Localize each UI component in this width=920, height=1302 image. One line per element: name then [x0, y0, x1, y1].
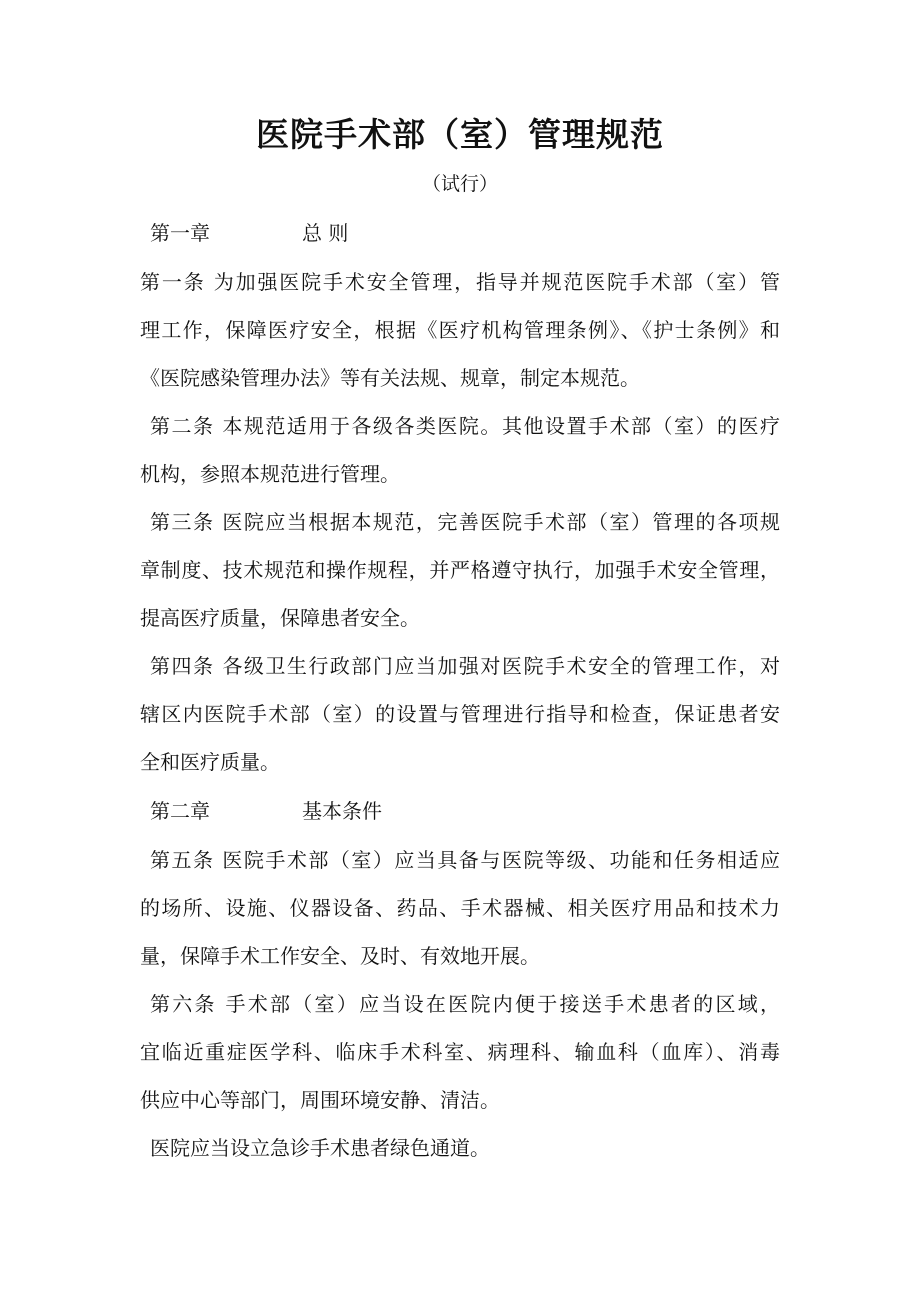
article-4: [140, 642, 780, 786]
article-line: 第三条 医院应当根据本规范，完善医院手术部（室）管理的各项规: [150, 510, 780, 534]
article-line: 第一条 为加强医院手术安全管理，指导并规范医院手术部（室）管: [140, 270, 780, 294]
article-line: 《医院感染管理办法》等有关法规、规章，制定本规范。: [140, 366, 640, 390]
chapter-heading-2: [150, 796, 382, 826]
article-line: 机构，参照本规范进行管理。: [140, 462, 400, 486]
article-line: 医院应当设立急诊手术患者绿色通道。: [150, 1136, 490, 1160]
article-line: 第四条 各级卫生行政部门应当加强对医院手术安全的管理工作，对: [150, 654, 780, 678]
article-line: 的场所、设施、仪器设备、药品、手术器械、相关医疗用品和技术力: [140, 896, 780, 920]
article-line: 量，保障手术工作安全、及时、有效地开展。: [140, 944, 540, 968]
article-line: 全和医疗质量。: [140, 750, 280, 774]
document-title: 医院手术部（室）管理规范: [256, 115, 664, 154]
article-line: 辖区内医院手术部（室）的设置与管理进行指导和检查，保证患者安: [140, 702, 780, 726]
article-6: [140, 980, 780, 1124]
article-line: 宜临近重症医学科、临床手术科室、病理科、输血科（血库）、消毒: [140, 1040, 780, 1064]
chapter-heading-1: [150, 218, 349, 248]
document-subtitle: （试行）: [421, 173, 498, 195]
article-line: 供应中心等部门，周围环境安静、清洁。: [140, 1088, 500, 1112]
article-line: 提高医疗质量，保障患者安全。: [140, 606, 420, 630]
article-line: 第五条 医院手术部（室）应当具备与医院等级、功能和任务相适应: [150, 848, 780, 872]
article-3: [140, 498, 780, 642]
article-2: [140, 402, 780, 498]
article-5: [140, 836, 780, 980]
chapter-label: 第二章: [150, 799, 210, 823]
chapter-label: 第一章: [150, 221, 210, 245]
article-line: 第二条 本规范适用于各级各类医院。其他设置手术部（室）的医疗: [150, 414, 780, 438]
chapter-name: 基本条件: [302, 799, 382, 823]
article-line: 章制度、技术规范和操作规程，并严格遵守执行，加强手术安全管理，: [140, 558, 780, 582]
chapter-name: 总 则: [302, 221, 349, 245]
article-line: 第六条 手术部（室）应当设在医院内便于接送手术患者的区域，: [150, 992, 780, 1016]
article-1: [140, 258, 780, 402]
article-line: 理工作，保障医疗安全，根据《医疗机构管理条例》、《护士条例》和: [140, 318, 780, 342]
article-6-supplement: [140, 1124, 780, 1172]
